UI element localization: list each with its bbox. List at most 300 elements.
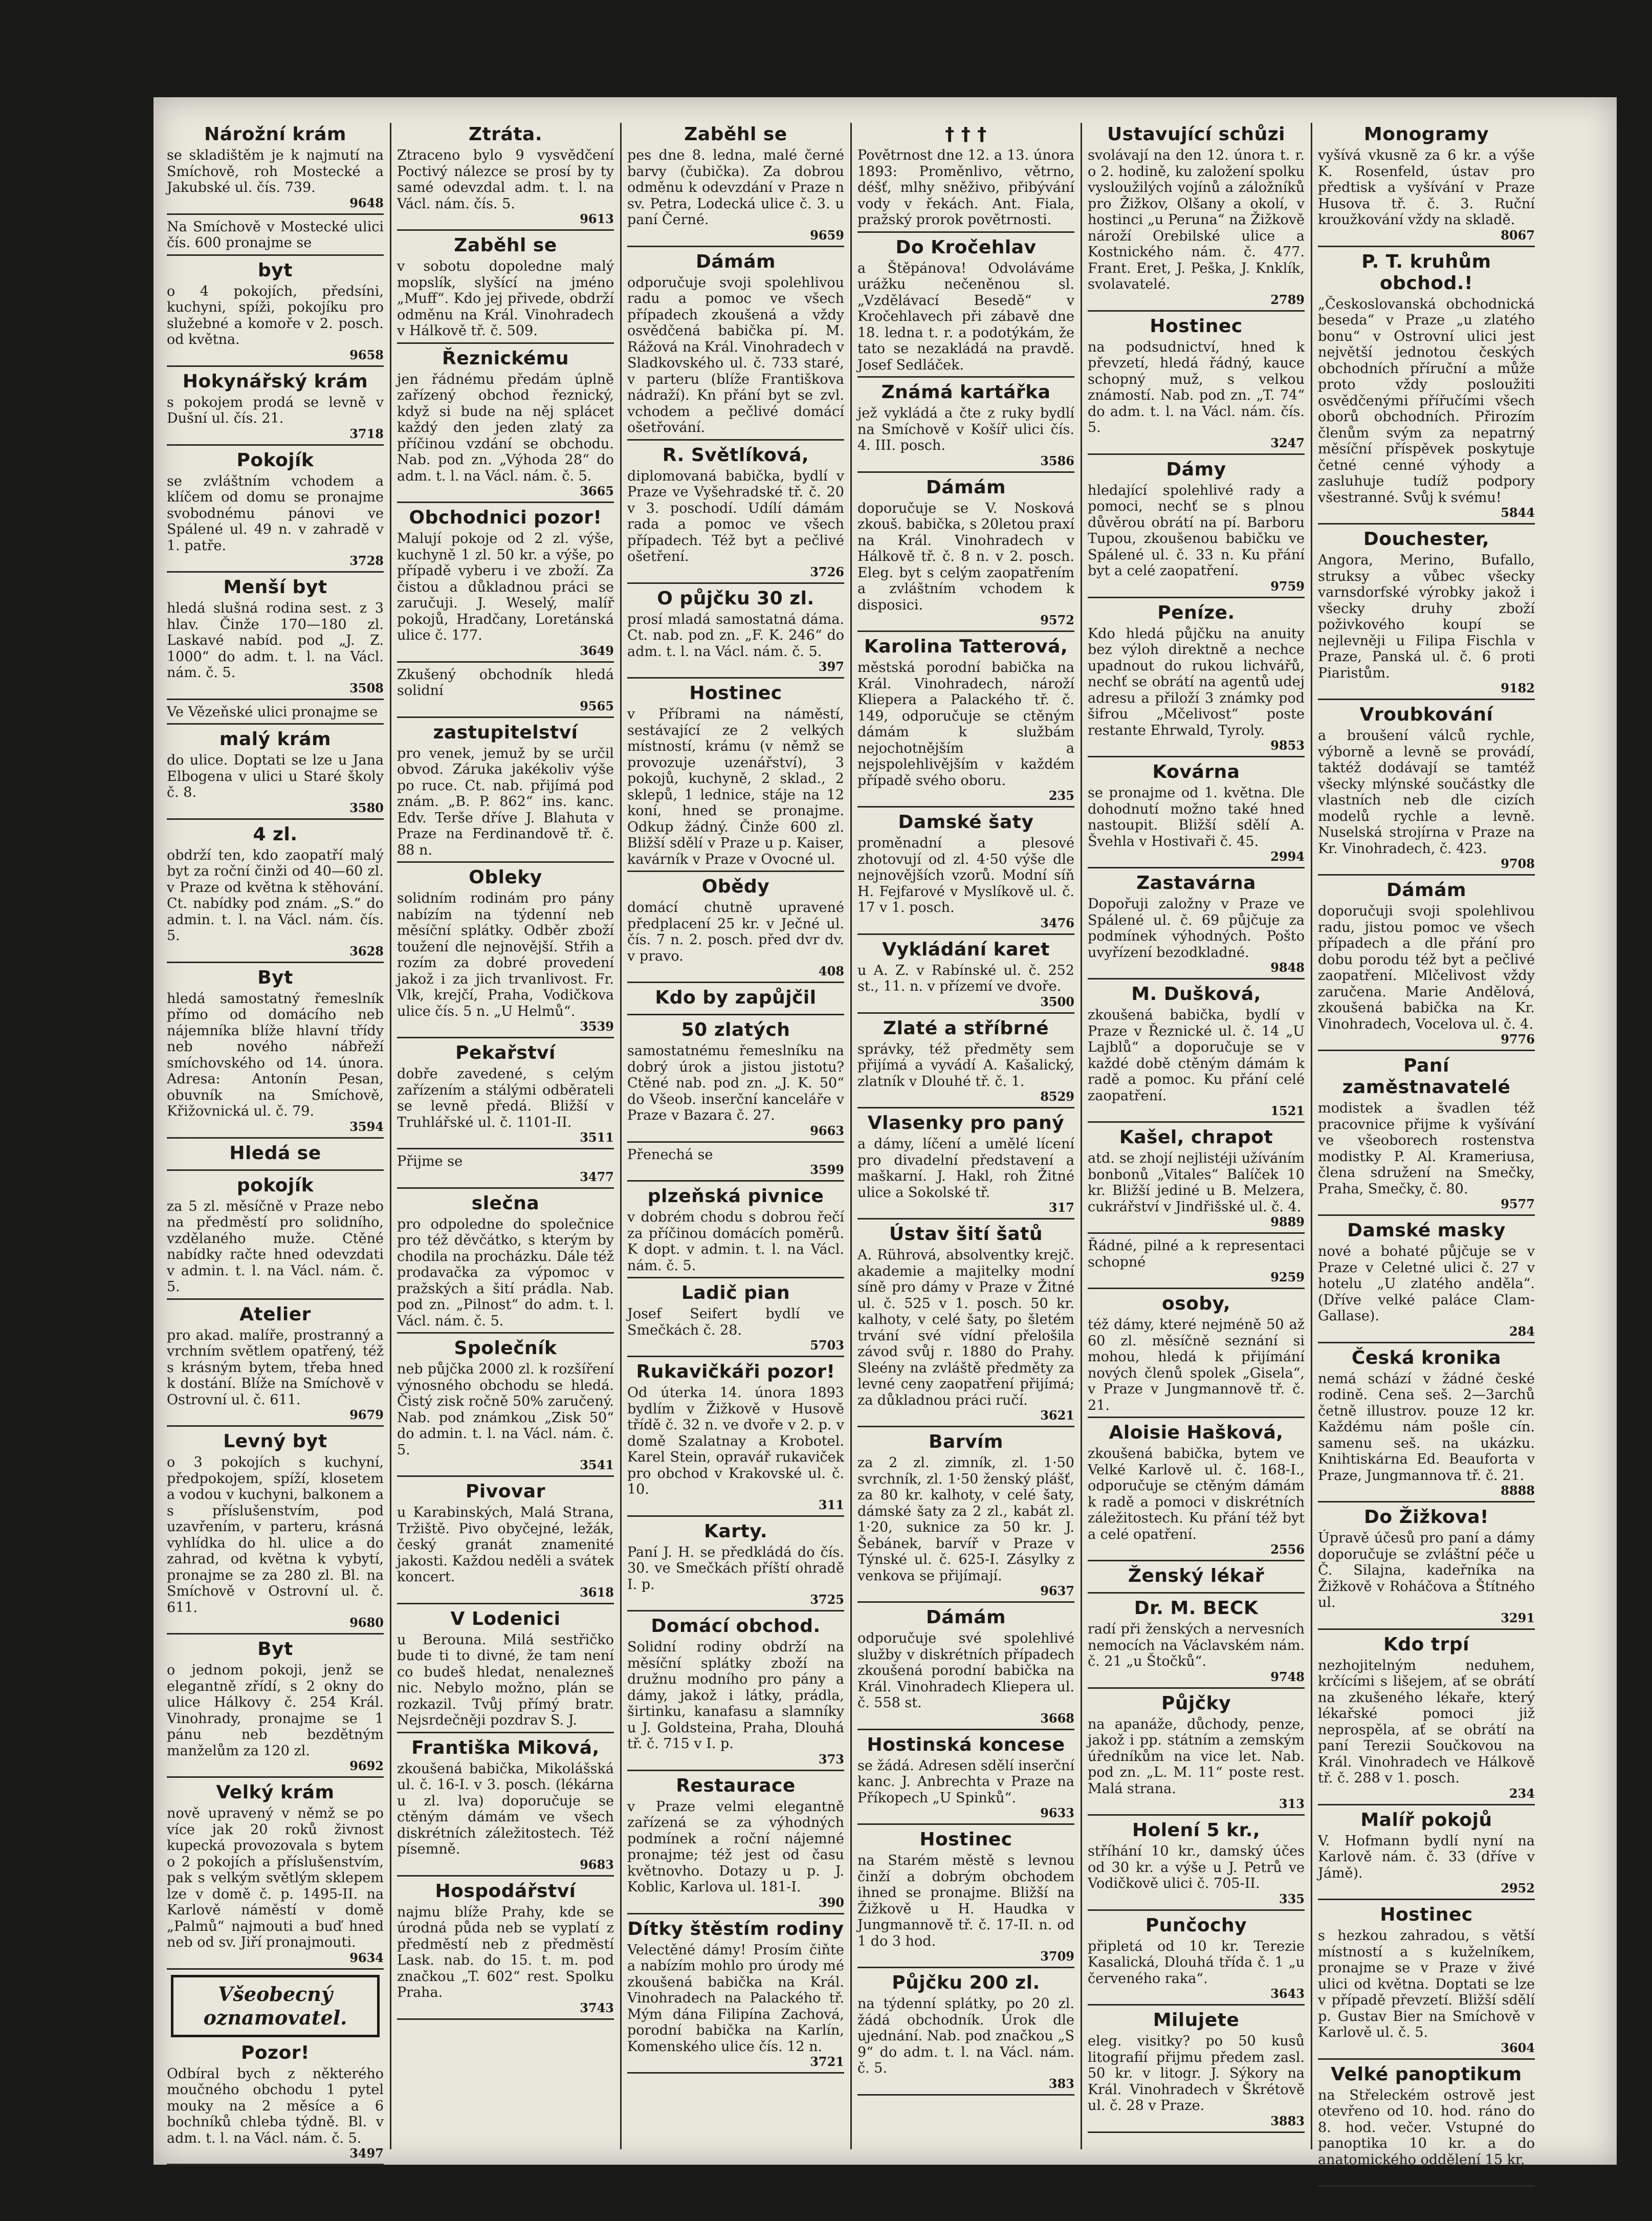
- ad-heading: P. T. kruhům obchod.!: [1361, 251, 1491, 294]
- ad-body: A. Rührová, absolventky krejč. akademie a majitelky modní síně pro dámy v Praze v Žitné ul. č. 525 v 1. posch. 50 kr. kalhoty, v celé šaty, po šletém trvání své vídní přelošila závod svůj r. 1880 do Prahy. Sleény na zvláště předměty za levné ceny zaopatření přijímá; za důkladnou práci ručí.: [857, 1247, 1074, 1408]
- classified-ad: [1318, 704, 1535, 876]
- ad-number: 2789: [1270, 292, 1305, 307]
- classified-ad: [1088, 873, 1305, 979]
- ad-body: a broušení válců rychle, výborně a levně se provádí, taktéž dodávají se tamtéž všecky mlýnské součástky dle vlastních neb dle cizích modelů rychle a levně. Nuselská strojírna v Praze na Kr. Vinohradech, č. 423.: [1318, 728, 1535, 857]
- classified-ad: [627, 683, 844, 872]
- ad-body: správky, též předměty sem přijímá a vyvádí A. Kašalický, zlatník v Dlouhé tř. č. 1.: [857, 1041, 1074, 1090]
- ad-number: 9848: [1270, 960, 1305, 975]
- ad-heading: Nárožní krám: [204, 124, 346, 145]
- ad-number: 9679: [349, 1407, 384, 1422]
- ad-heading: Kašel, chrapot: [1119, 1127, 1273, 1148]
- ad-heading: Dámy: [1166, 459, 1226, 480]
- ad-number: 3621: [1040, 1408, 1074, 1423]
- classified-ad: [627, 1775, 844, 1914]
- ad-number: 3476: [1040, 915, 1074, 930]
- ad-number: 3726: [810, 564, 844, 579]
- ad-heading: Domácí obchod.: [651, 1616, 821, 1637]
- section-banner: Všeobecný oznamovatel.: [171, 1975, 380, 2037]
- ad-body: zkoušená babička, Mikolášská ul. č. 16-I. v 3. posch. (lékárna u zl. lva) doporučuje se ctěným dámám ve všech diskrétních záležitostech. Též písemně.: [397, 1760, 614, 1857]
- classified-ad: [857, 382, 1074, 473]
- column-rule: [850, 123, 852, 2149]
- ad-body: V. Hofmann bydlí nyní na Karlově nám. č. 33 (dříve v Jámě).: [1318, 1833, 1535, 1881]
- ad-heading: Dámám: [696, 251, 776, 272]
- ad-heading: Hostinec: [1380, 1904, 1473, 1925]
- classified-ad: [1088, 2010, 1305, 2133]
- ad-number: 3721: [810, 2054, 844, 2069]
- ad-number: 3497: [349, 2146, 384, 2161]
- classified-ad: [167, 1143, 384, 1171]
- ad-heading: Menší byt: [223, 577, 327, 598]
- ad-body: jen řádnému předám úplně zařízený obchod řeznický, když si bude na něj splácet každý den jeden zlatý za příčinou vzdání se obchodu. Nab. pod zn. „Výhoda 28“ do adm. t. l. na Václ. nám. č. 5.: [397, 371, 614, 484]
- ad-number: 3594: [349, 1119, 384, 1134]
- ad-heading: Česká kronika: [1351, 1347, 1502, 1368]
- ad-heading: Ženský lékař: [1128, 1565, 1265, 1586]
- ad-body: s pokojem prodá se levně v Dušní ul. čís. 21.: [167, 394, 384, 426]
- ad-body: za 5 zl. měsíčně v Praze nebo na předměstí pro solidního, vzdělaného muže. Ctěné nabídky račte hned odevzdati v admin. t. l. na Václ. nám. č. 5.: [167, 1198, 384, 1295]
- ad-number: 3883: [1270, 2113, 1305, 2128]
- ad-heading: Karty.: [704, 1520, 767, 1542]
- classified-ad: [627, 1282, 844, 1357]
- classified-ad: [397, 235, 614, 344]
- ad-number: 9889: [1270, 1214, 1305, 1229]
- classified-ad: [1088, 1422, 1305, 1561]
- ad-number: 9658: [349, 347, 384, 362]
- ad-number: 9680: [349, 1615, 384, 1630]
- ad-number: 9633: [1040, 1805, 1074, 1820]
- ad-body: jež vykládá a čte z ruky bydlí na Smíchově v Košíř ulici čís. 4. III. posch.: [857, 405, 1074, 453]
- ad-body: Zkušený obchodník hledá solidní: [397, 666, 614, 699]
- ad-number: 8067: [1501, 227, 1535, 243]
- ad-body: připletá od 10 kr. Terezie Kasalická, Dlouhá třída č. 1 „u červeného raka“.: [1088, 1938, 1305, 1987]
- ad-number: 3508: [349, 680, 384, 695]
- column-6: [1315, 123, 1538, 2182]
- ad-body: svolávají na den 12. února t. r. o 2. hodině, ku založení spolku vysloužilých vojínů a záložníků pro Žižkov, Olšany a okolí, v hostinci „u Peruna“ na Žižkově nároží Orebilské ulice a Kostnického nám. č. 477. Frant. Eret, J. Peška, J. Knklík, svolavatelé.: [1088, 147, 1305, 292]
- classified-ad: [857, 636, 1074, 808]
- ad-heading: Hostinec: [919, 1829, 1012, 1850]
- ad-heading: Obědy: [701, 876, 770, 897]
- ad-heading: pokojík: [236, 1174, 314, 1196]
- newspaper-page: [153, 97, 1617, 2182]
- ad-body: radí při ženských a nervesních nemocích na Václavském nám. č. 21 „u Štočků“.: [1088, 1621, 1305, 1669]
- ad-number: 3599: [810, 1162, 844, 1177]
- ad-number: 9692: [349, 1758, 384, 1773]
- ad-heading: † † †: [945, 124, 987, 145]
- ad-number: 3618: [580, 1584, 614, 1600]
- ad-number: 3718: [349, 426, 384, 441]
- ad-heading: Byt: [257, 967, 293, 988]
- classified-ad: [167, 219, 384, 256]
- ad-number: 284: [1509, 1323, 1535, 1339]
- ad-body: Úpravě účesů pro paní a dámy doporučuje se zvláštní péče u Č. Silajna, kadeřníka na Žižkově v Roháčova a Štítného ul.: [1318, 1530, 1535, 1610]
- ad-number: 234: [1509, 1785, 1535, 1801]
- ad-heading: Dítky štěstím rodiny: [627, 1918, 844, 1940]
- classified-ad: [1088, 1127, 1305, 1234]
- ad-body: vyšívá vkusně za 6 kr. a výše K. Rosenfeld, ústav pro předtisk a vyšívání v Praze Husova tř. č. 3. Ruční kroužkování vždy na skladě.: [1318, 147, 1535, 228]
- classified-ad: [627, 876, 844, 983]
- classified-ad: [857, 237, 1074, 378]
- ad-heading: Rukavičkáři pozor!: [636, 1361, 835, 1382]
- ad-number: 390: [818, 1895, 844, 1910]
- ad-body: pro venek, jemuž by se určil obvod. Záruka jakékoliv výše po ruce. Ct. nab. přijímá pod znám. „B. P. 862“ ins. kanc. Edv. Terše dříve J. Blahuta v Praze na Ferdinandově tř. č. 88 n.: [397, 745, 614, 858]
- ad-body: Velectěné dámy! Prosím čiňte a nabízím mohlo pro úrody mé zkoušená babička na Král. Vinohradech na Palackého tř. Mým dána Filipína Zachová, porodní babička na Karlín, Komenského ulice čís. 12 n.: [627, 1942, 844, 2055]
- ad-heading: Aloisie Hašková,: [1109, 1422, 1284, 1443]
- ad-body: eleg. visitky? po 50 kusů litografií přijmu předem zasl. 50 kr. v litogr. J. Sýkory na Král. Vinohradech v Škrétově ul. č. 28 v Praze.: [1088, 2033, 1305, 2114]
- classified-ad: [1318, 2064, 1535, 2187]
- ad-body: diplomovaná babička, bydlí v Praze ve Vyšehradské tř. č. 20 v 3. poschodí. Udílí dámám rada a pomoc ve všech případech. Též byt a pečlivé ošetření.: [627, 468, 844, 564]
- ad-number: 3291: [1501, 1610, 1535, 1625]
- ad-number: 9708: [1501, 856, 1535, 871]
- classified-ad: [167, 2042, 384, 2166]
- ad-heading: O půjčku 30 zl.: [657, 587, 814, 609]
- ad-heading: Hokynářský krám: [182, 371, 368, 392]
- ad-number: 9683: [580, 1857, 614, 1872]
- ad-heading: Barvím: [929, 1431, 1003, 1452]
- classified-ad: [1318, 529, 1535, 700]
- ad-heading: Paní zaměstnavatelé: [1342, 1055, 1511, 1098]
- column-1: [164, 123, 387, 2161]
- ad-heading: Kdo trpí: [1383, 1634, 1469, 1655]
- classified-ad: [857, 812, 1074, 935]
- classified-ad: [857, 1734, 1074, 1825]
- classified-ad: [397, 1042, 614, 1149]
- ad-number: 9637: [1040, 1583, 1074, 1598]
- classified-ad: [627, 1186, 844, 1278]
- ad-number: 9565: [580, 698, 614, 713]
- classified-ad: [627, 1361, 844, 1517]
- ad-heading: Půjčky: [1161, 1692, 1231, 1714]
- classified-ad: [1088, 459, 1305, 598]
- ad-body: a dámy, líčení a umělé lícení pro divadelní představení a maškarní. J. Hakl, roh Žitné ulice a Sokolské tř.: [857, 1136, 1074, 1201]
- ad-body: též dámy, které nejméně 50 až 60 zl. měsíčně seznání si mohou, hledá k přijímání nových členů spolek „Gisela“, v Praze v Jungmannově tř. č. 21.: [1088, 1317, 1305, 1413]
- ad-body: proměnadní a plesové zhotovují od zl. 4·50 výše dle nejnovějších vzorů. Modní síň H. Fejfarové v Myslíkově ul. č. 17 v 1. posch.: [857, 835, 1074, 916]
- ad-body: v sobotu dopoledne malý mopslík, slyšící na jméno „Muff“. Kdo jej přivede, obdrží odměnu na Král. Vinohradech v Hálkově tř. č. 509.: [397, 258, 614, 339]
- classified-ad: [1088, 1293, 1305, 1418]
- ad-number: 9663: [810, 1123, 844, 1138]
- ad-heading: Restaurace: [676, 1775, 796, 1796]
- ad-number: 3586: [1040, 453, 1074, 468]
- ad-number: 408: [818, 964, 844, 978]
- column-rule: [390, 123, 391, 2149]
- classified-ad: [857, 1607, 1074, 1730]
- classified-ad: [167, 729, 384, 820]
- ad-body: doporučuje se V. Nosková zkouš. babička, s 20letou praxí na Král. Vinohradech v Hálkově tř. č. 8 n. v 2. posch. Eleg. byt s celým zaopatřením a zvláštním vchodem k disposici.: [857, 500, 1074, 613]
- ad-body: Paní J. H. se předkládá do čís. 30. ve Smečkách příští ohradě I. p.: [627, 1544, 844, 1593]
- ad-body: o 4 pokojích, předsíni, kuchyni, spíži, pokojíku pro služebné a komoře v 2. posch. od května.: [167, 283, 384, 347]
- ad-number: 5844: [1501, 505, 1535, 520]
- ad-heading: Vlasenky pro paný: [867, 1113, 1065, 1134]
- ad-body: zkoušená babička, bytem ve Velké Karlově ul. č. 168-I., odporučuje se ctěným dámám k radě a pomoci v diskrétních záležitostech. Ku přání též byt a celé opatření.: [1088, 1446, 1305, 1542]
- classified-ad: [1318, 1810, 1535, 1901]
- ad-heading: Zlaté a stříbrné: [883, 1017, 1049, 1039]
- ad-number: 3628: [349, 943, 384, 959]
- ad-body: u Karabinských, Malá Strana, Tržiště. Pivo obyčejné, ležák, český granát znamenité jakosti. Každou neděli a svátek koncert.: [397, 1505, 614, 1585]
- ad-heading: Zaběhl se: [454, 235, 557, 256]
- ad-body: u Berouna. Milá sestřičko bude ti to divné, že tam není co budeš hledat, nenalezneš nic. Nebylo možno, plán se rozkazil. Tvůj přímý bratr. Nejsrdečněji pozdrav S. J.: [397, 1631, 614, 1728]
- ad-number: 3511: [580, 1130, 614, 1145]
- ad-number: 9577: [1501, 1196, 1535, 1211]
- ad-heading: Společník: [454, 1338, 557, 1359]
- ad-number: 3500: [1040, 994, 1074, 1009]
- ad-heading: plzeňská pivnice: [647, 1186, 824, 1207]
- ad-number: 311: [818, 1497, 844, 1512]
- classified-ad: [627, 1019, 844, 1143]
- ad-number: 383: [1048, 2076, 1074, 2091]
- ad-body: na Starém městě s levnou činží a dobrým obchodem ihned se pronajme. Bližší na Žižkově u H. Haudka v Jungmannově tř. č. 17-II. n. od 1 do 3 hod.: [857, 1853, 1074, 1949]
- ad-body: samostatnému řemeslníku na dobrý úrok a jistou jistotu? Ctěné nab. pod zn. „J. K. 50“ do Všeob. inserční kanceláře v Praze v Bazara č. 27.: [627, 1043, 844, 1123]
- ad-number: 9259: [1270, 1270, 1305, 1284]
- ad-body: solidním rodinám pro pány nabízím na týdenní neb měsíční splátky. Odběr zboží toužení dle nejnovější. Střih a rozím za dobré provedení jakož i za jich trvanlivost. Fr. Vlk, krejčí, Praha, Vodičkova ulice čís. 5 n. „U Helmů“.: [397, 890, 614, 1019]
- ad-number: 2556: [1270, 1542, 1305, 1557]
- ad-heading: Pekařství: [455, 1042, 556, 1063]
- classified-ad: [627, 987, 844, 1015]
- ad-body: a Štěpánova! Odvoláváme urážku nečeněnou sl. „Vzdělávací Besedě“ v Kročehlavech při zábavě dne 18. ledna t. r. a podotýkám, že tato se nezakládá na pravdě. Josef Sedláček.: [857, 260, 1074, 373]
- classified-ad: [1318, 880, 1535, 1051]
- ad-body: odporučuje svoji spolehlivou radu a pomoc ve všech případech zkoušená a vždy osvědčená babička pí. M. Rážová na Král. Vinohradech v Sladkovského ul. č. 733 staré, v parteru (blíže Františkova nádraží). Kn přání byt se zvl. vchodem a pečlivé domácí ošetřování.: [627, 274, 844, 436]
- classified-ad: [627, 251, 844, 441]
- ad-number: 235: [1048, 788, 1074, 803]
- column-3: [624, 123, 847, 2149]
- classified-ad: [627, 1521, 844, 1612]
- ad-body: Na Smíchově v Mostecké ulici čís. 600 pronajme se: [167, 219, 384, 251]
- ad-heading: Půjčku 200 zl.: [892, 1972, 1040, 1993]
- ad-body: hledá samostatný řemeslník přímo od domácího neb nájemníka blíže hlavní třídy neb nového nábřeží smíchovského od 14. února. Adresa: Antonín Pesan, obuvník na Smíchově, Křižovnická ul. č. 79.: [167, 990, 384, 1119]
- classified-ad: [1088, 1915, 1305, 2006]
- ad-number: 3580: [349, 800, 384, 815]
- ad-number: 335: [1279, 1891, 1305, 1906]
- classified-ad: [397, 1153, 614, 1189]
- ad-heading: Holení 5 kr.,: [1132, 1820, 1261, 1841]
- ad-body: na týdenní splátky, po 20 zl. žádá obchodník. Úrok dle ujednání. Nab. pod značkou „S 9“ do adm. t. l. na Václ. nám. č. 5.: [857, 1996, 1074, 2076]
- ad-body: Odbíral bych z některého moučného obchodu 1 pytel mouky na 2 měsíce a 6 bochníků chleba týdně. Bl. v adm. t. l. na Václ. nám. č. 5.: [167, 2065, 384, 2146]
- ad-heading: Vykládání karet: [882, 939, 1050, 960]
- classified-ad: [857, 939, 1074, 1014]
- ad-number: 3728: [349, 553, 384, 568]
- ad-body: nemá schází v žádné české rodině. Cena seš. 2—3archů četně illustrov. pouze 12 kr. Každému nám pošle cín. samenu seš. na ukázku. Knihtiskárna Ed. Beauforta v Praze, Jungmannova tř. č. 21.: [1318, 1370, 1535, 1484]
- ad-number: 317: [1048, 1200, 1074, 1215]
- ad-heading: Hospodářství: [435, 1880, 576, 1902]
- ad-body: do ulice. Doptati se lze u Jana Elbogena v ulici u Staré školy č. 8.: [167, 752, 384, 800]
- column-rule: [1311, 123, 1312, 2149]
- ad-heading: Ústav šití šatů: [889, 1224, 1043, 1245]
- ad-heading: Vroubkování: [1359, 704, 1493, 725]
- classified-ad: [1318, 1055, 1535, 1216]
- ad-heading: slečna: [471, 1192, 540, 1214]
- ad-heading: Milujete: [1153, 2010, 1240, 2031]
- ad-number: 3477: [580, 1169, 614, 1184]
- ad-heading: Do Žižkova!: [1364, 1507, 1489, 1528]
- classified-ad: [167, 1431, 384, 1635]
- ad-heading: Hostinec: [689, 683, 782, 704]
- ad-heading: Malíř pokojů: [1360, 1809, 1492, 1831]
- ad-body: odporučuje své spolehlivé služby v diskrétních případech zkoušená porodní babička na Král. Vinohradech Kliepera ul. č. 558 st.: [857, 1630, 1074, 1711]
- classified-ad: [167, 1639, 384, 1778]
- ad-heading: malý krám: [219, 729, 332, 750]
- classified-ad: [397, 507, 614, 663]
- classified-ad: [397, 1481, 614, 1604]
- classified-ad: [627, 1616, 844, 1771]
- ad-heading: Monogramy: [1363, 124, 1489, 145]
- ad-heading: Dr. M. BECK: [1134, 1598, 1259, 1619]
- ad-number: 9659: [810, 227, 844, 243]
- classified-ad: [397, 1338, 614, 1477]
- classified-ad: [1318, 1220, 1535, 1343]
- ad-body: o 3 pokojích s kuchyní, předpokojem, spíží, klosetem a vodou v kuchyni, balkonem a s příslušenstvím, pod uzavřením, v parteru, krásná vyhlídka do hl. ulice a do zahrad, od května k vybytí, pronajme se za 280 zl. Bl. na Smíchově v Ostrovní ul. č. 611.: [167, 1454, 384, 1616]
- ad-body: pro akad. malíře, prostranný a vrchním světlem opatřený, též s krásným bytem, třeba hned k dostání. Blíže na Smíchově v Ostrovní ul. č. 611.: [167, 1327, 384, 1408]
- ad-heading: Dámám: [926, 476, 1006, 498]
- ad-number: 9910: [1501, 2167, 1535, 2182]
- classified-ad: [167, 260, 384, 367]
- column-rule: [620, 123, 622, 2149]
- ad-body: modistek a švadlen též pracovnice přijme k vyšívání ve všeoborech rostenstva modistky P. Al. Krameriusa, člena sdružení na Smečky, Praha, Smečky, č. 80.: [1318, 1100, 1535, 1197]
- ad-heading: Známá kartářka: [881, 382, 1051, 403]
- ad-number: 9748: [1270, 1669, 1305, 1684]
- ad-number: 9776: [1501, 1032, 1535, 1047]
- ad-number: 3668: [1040, 1710, 1074, 1726]
- ad-heading: 50 zlatých: [681, 1019, 790, 1040]
- ad-number: 9182: [1501, 681, 1535, 695]
- classified-ad: [167, 967, 384, 1139]
- ad-body: Malují pokoje od 2 zl. výše, kuchyně 1 zl. 50 kr. a výše, po případě vyberu i ve zboží. Za čistou a důkladnou práci se zaručuji. J. Weselý, malíř pokojů, Hradčany, Loretánská ulice č. 177.: [397, 531, 614, 643]
- classified-ad: [167, 450, 384, 573]
- ad-body: pes dne 8. ledna, malé černé barvy (čubička). Za dobrou odměnu k odevzdání v Praze n sv. Petra, Lodecká ulice č. 3. u paní Černé.: [627, 147, 844, 228]
- classified-ad: [627, 1919, 844, 2074]
- ad-body: Dopořuji založny v Praze ve Spálené ul. č. 69 půjčuje za podmínek výhodných. Pošto uvyřízení bezodkladné.: [1088, 896, 1305, 961]
- classified-ad: [857, 1829, 1074, 1968]
- ad-body: Ve Vězeňské ulici pronajme se: [167, 704, 378, 720]
- ad-body: Ztraceno bylo 9 vysvědčení Poctivý nálezce se prosí by ty samé odevzdal adm. t. l. na Václ. nám. čís. 5.: [397, 147, 614, 212]
- ad-body: se zvláštním vchodem a klíčem od domu se pronajme svobodnému pánovi ve Spálené ul. 49 n. v zahradě v 1. patře.: [167, 473, 384, 554]
- ad-number: 5703: [810, 1338, 844, 1353]
- ad-body: na apanáže, důchody, penze, jakož i pp. státním a zemským úředníkům na vice let. Nab. pod zn. „L. M. 11“ poste rest. Malá strana.: [1088, 1716, 1305, 1797]
- ad-number: 9572: [1040, 613, 1074, 627]
- ad-number: 3541: [580, 1457, 614, 1472]
- classified-ad: [167, 704, 384, 725]
- ad-body: se žádá. Adresen sdělí inserční kanc. J. Anbrechta v Praze na Příkopech „U Spinků“.: [857, 1757, 1074, 1806]
- ad-body: domácí chutně upravené předplacení 25 kr. v Ječné ul. čís. 7 n. 2. posch. před dvr dv. v pravo.: [627, 900, 844, 964]
- ad-body: nové a bohaté půjčuje se v Praze v Celetné ulici č. 27 v hotelu „U zlatého anděla“. (Dříve velké paláce Clam-Gallase).: [1318, 1244, 1535, 1324]
- ad-heading: Řeznickému: [442, 347, 569, 369]
- classified-ad: [397, 722, 614, 863]
- classified-ad: [1088, 1598, 1305, 1689]
- ad-number: 3247: [1270, 435, 1305, 450]
- ad-number: 9853: [1270, 738, 1305, 753]
- classified-ad: [1318, 1634, 1535, 1805]
- ad-body: obdrží ten, kdo zaopatří malý byt za roční činži od 40—60 zl. v Praze od května k stěhování. Ct. nabídky pod znám. „S.“ do admin. t. l. na Václ. nám. čís. 5.: [167, 847, 384, 944]
- ad-number: 2994: [1270, 849, 1305, 864]
- column-rule: [1081, 123, 1082, 2149]
- ad-number: 9634: [349, 1950, 384, 1965]
- ad-heading: Byt: [257, 1639, 293, 1660]
- ad-heading: Peníze.: [1157, 602, 1235, 623]
- ad-heading: Františka Miková,: [411, 1737, 600, 1758]
- classified-ad: [1318, 251, 1535, 525]
- ad-heading: Obleky: [469, 867, 542, 888]
- ad-body: Přijme se: [397, 1153, 463, 1169]
- ad-heading: Dámám: [926, 1607, 1006, 1628]
- ad-number: 313: [1279, 1796, 1305, 1811]
- classified-ad: [1088, 316, 1305, 455]
- ad-body: najmu blíže Prahy, kde se úrodná půda neb se vyplatí z předměstí neb z předměstí Lask. nab. do 15. t. m. pod značkou „T. 602“ rest. Spolku Praha.: [397, 1904, 614, 2000]
- ad-heading: Velký krám: [216, 1782, 335, 1803]
- ad-body: v Příbrami na náměstí, sestávající ze 2 velkých místností, krámu (v němž se provozuje uzenářství), 3 pokojů, kuchyně, 2 sklad., 2 sklepů, 1 lednice, stáje na 12 koní, hned se pronajme. Odkup žádný. Činže 600 zl. Bližší sdělí v Praze u p. Kaiser, kavárník v Praze v Ovocné ul.: [627, 706, 844, 867]
- classified-ad: [167, 1175, 384, 1300]
- classified-ad: [397, 1881, 614, 2020]
- ad-body: stříhání 10 kr., damský účes od 30 kr. a výše u J. Petrů ve Vodičkově ulici č. 705-II.: [1088, 1843, 1305, 1891]
- classified-ad: [167, 1782, 384, 1970]
- ad-heading: Hostinská koncese: [867, 1734, 1065, 1755]
- classified-ad: [167, 124, 384, 215]
- ad-heading: Pivovar: [466, 1481, 545, 1502]
- ad-heading: Douchester,: [1363, 529, 1490, 550]
- ad-number: 3709: [1040, 1949, 1074, 1964]
- column-4: [854, 123, 1077, 2149]
- ad-heading: byt: [258, 259, 293, 281]
- ad-body: Solidní rodiny obdrží na měsíční splátky zboží na družnu modního pro pány a dámy, jakož i látky, prádla, širtinku, kanafasu a slamníky u J. Goldsteina, Praha, Dlouhá tř. č. 715 v I. p.: [627, 1639, 844, 1752]
- classified-ad: [857, 1113, 1074, 1220]
- classified-ad: [1318, 1347, 1535, 1503]
- ad-body: hledá slušná rodina sest. z 3 hlav. Činže 170—180 zl. Laskavé nabíd. pod „J. Z. 1000“ do adm. t. l. na Václ. nám. č. 5.: [167, 600, 384, 681]
- classified-ad: [1318, 124, 1535, 247]
- ad-number: 8529: [1040, 1089, 1074, 1104]
- ad-number: 397: [818, 659, 844, 674]
- ad-number: 373: [818, 1751, 844, 1767]
- ad-heading: Damské masky: [1347, 1220, 1506, 1241]
- classified-ad: [167, 371, 384, 446]
- ad-number: 3643: [1270, 1986, 1305, 2001]
- classified-ad: [1088, 124, 1305, 312]
- classified-ad: [857, 1224, 1074, 1427]
- classified-ad: [1088, 761, 1305, 868]
- ad-heading: 4 zl.: [253, 823, 298, 845]
- classified-ad: [857, 1431, 1074, 1603]
- classified-ad: [627, 124, 844, 247]
- classified-ad: [1088, 1820, 1305, 1911]
- ad-body: doporučuji svoji spolehlivou radu, jistou pomoc ve všech případech a dle přání pro dobu porodu též byt a pečlivé zaopatření. Mlčelivost vždy zaručena. Marie Andělová, zkoušená babička na Kr. Vinohradech, Vocelova ul. č. 4.: [1318, 903, 1535, 1032]
- ad-number: 3539: [580, 1019, 614, 1034]
- ad-body: u A. Z. v Rabínské ul. č. 252 st., 11. n. v přízemí ve dvoře.: [857, 962, 1074, 994]
- ad-body: neb půjčka 2000 zl. k rozšíření výnosného obchodu se hledá. Čistý zisk ročně 50% zaručený. Nab. pod známkou „Zisk 50“ do admin. t. l. na Václ. nám. č. 5.: [397, 1361, 614, 1458]
- ad-heading: Dámám: [1386, 880, 1466, 901]
- classified-ad: [397, 1737, 614, 1877]
- ad-body: s hezkou zahradou, s větší místností a s kuželníkem, pronajme se v Praze v živé ulici od května. Doptati se lze v případě převzetí. Bližší sdělí p. Gustav Bier na Smíchově v Karlově ul. č. 5.: [1318, 1928, 1535, 2040]
- ad-heading: Punčochy: [1145, 1914, 1247, 1936]
- ad-body: nově upravený v němž se po více jak 20 roků živnost kupecká provozovala s bytem o 2 pokojích a příslušenstvím, pak s velkým světlým sklepem lze v domě č. p. 1495-II. na Karlově náměstí v domě „Palmů“ najmouti a buď hned neb od sv. Jiří pronajmouti.: [167, 1805, 384, 1950]
- ad-heading: M. Dušková,: [1131, 984, 1261, 1005]
- ad-number: 9759: [1270, 578, 1305, 594]
- classified-ad: [1088, 1238, 1305, 1289]
- classified-ad: [397, 348, 614, 504]
- classified-ad: [857, 1018, 1074, 1109]
- ad-heading: Pokojík: [236, 449, 314, 471]
- classified-ad: [1088, 1693, 1305, 1816]
- ad-body: za 2 zl. zimník, zl. 1·50 svrchník, zl. 1·50 ženský plášť, za 80 kr. kalhoty, v celé šaty, dámské šaty za 2 zl., kabát zl. 1·20, suknice za 50 kr. J. Šebánek, barvíř v Praze v Týnské ul. č. 625-I. Zásylky z venkova se přijímají.: [857, 1455, 1074, 1584]
- ad-heading: Ztráta.: [468, 124, 543, 145]
- classified-ad: [397, 1193, 614, 1334]
- ad-heading: Hledá se: [229, 1142, 321, 1164]
- classified-ad: [627, 588, 844, 679]
- ad-number: 3649: [580, 643, 614, 658]
- ad-body: Angora, Merino, Bufallo, struksy a vůbec všecky varnsdorfské výrobky jakož i všecky druhy zboží poživkového koupí se nejlevněji u Filipa Fischla v Praze, Panská ul. č. 6 proti Piaristům.: [1318, 552, 1535, 681]
- ad-number: 9613: [580, 211, 614, 226]
- classified-ad: [397, 867, 614, 1038]
- ad-number: 3604: [1501, 2040, 1535, 2055]
- classified-ad: [857, 1972, 1074, 2096]
- ad-body: městská porodní babička na Král. Vinohradech, nároží Kliepera a Palackého tř. č. 149, odporučuje se ctěným dámám k službám nejochotnějším a nejspolehlivějším v každém případě svého oboru.: [857, 660, 1074, 789]
- ad-body: se skladištěm je k najmutí na Smíchově, roh Mostecké a Jakubské ul. čís. 739.: [167, 147, 384, 195]
- ad-number: 2952: [1501, 1881, 1535, 1896]
- classified-ad: [1088, 1565, 1305, 1594]
- ad-heading: Obchodnici pozor!: [409, 507, 602, 528]
